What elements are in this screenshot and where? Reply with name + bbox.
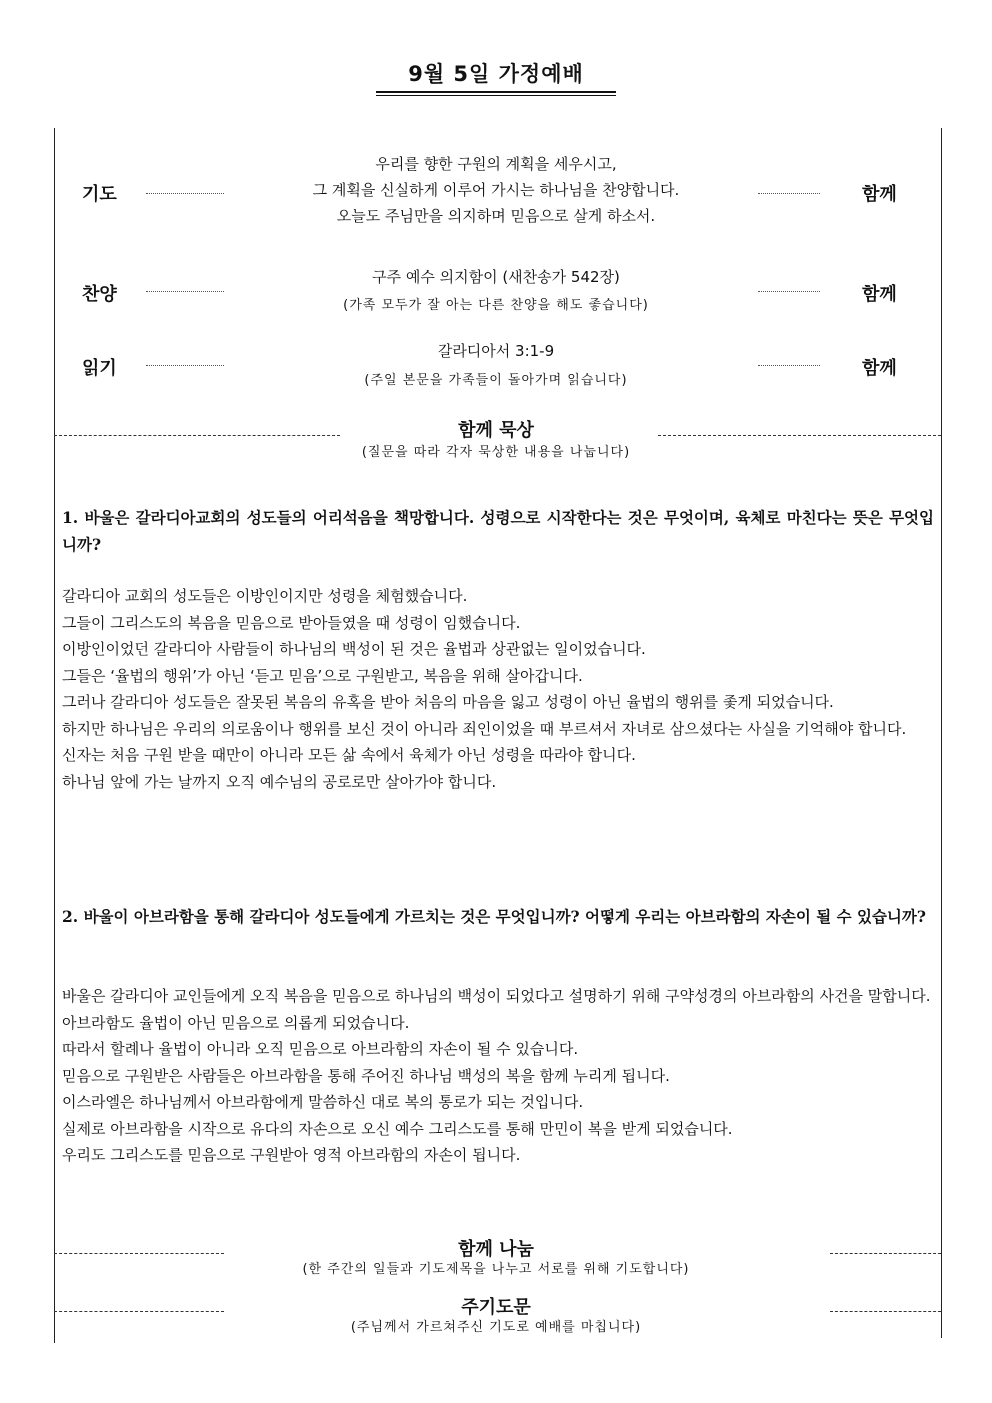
prayer-who: 함께	[862, 184, 897, 205]
lords-prayer-divider-right	[830, 1311, 941, 1312]
prayer-line: 오늘도 주님만을 의지하며 믿음으로 살게 하소서.	[336, 207, 656, 225]
prayer-line: 우리를 향한 구원의 계획을 세우시고,	[375, 155, 617, 173]
answer-2	[62, 983, 934, 1169]
prayer-text	[0, 151, 992, 229]
answer-line: 따라서 할례나 율법이 아니라 오직 믿음으로 아브라함의 자손이 될 수 있습니다.	[62, 1040, 579, 1058]
answer-line: 하지만 하나님은 우리의 의로움이나 행위를 보신 것이 아니라 죄인이었을 때 부르셔서 자녀로 삼으셨다는 사실을 기억해야 합니다.	[62, 719, 907, 738]
answer-line: 이스라엘은 하나님께서 아브라함에게 말씀하신 대로 복의 통로가 되는 것입니다.	[62, 1093, 584, 1111]
question-1: 1. 바울은 갈라디아교회의 성도들의 어리석음을 책망합니다. 성령으로 시작한다는 것은 무엇이며, 육체로 마친다는 뜻은 무엇입니까?	[62, 508, 934, 554]
prayer-dots-right	[758, 193, 820, 194]
sharing-note: (한 주간의 일들과 기도제목을 나누고 서로를 위해 기도합니다)	[302, 1262, 690, 1277]
praise-who: 함께	[862, 284, 897, 305]
answer-line: 그들이 그리스도의 복음을 믿음으로 받아들였을 때 성령이 임했습니다.	[62, 613, 521, 632]
reading-who: 함께	[862, 358, 897, 379]
title-underline	[376, 91, 616, 93]
sharing-divider-right	[830, 1253, 941, 1254]
prayer-line: 그 계획을 신실하게 이루어 가시는 하나님을 찬양합니다.	[312, 181, 680, 199]
praise-dots-right	[758, 291, 820, 292]
lords-prayer-note: (주님께서 가르쳐주신 기도로 예배를 마칩니다)	[350, 1320, 642, 1335]
meditation-heading: 함께 묵상	[458, 420, 534, 441]
answer-line: 그러나 갈라디아 성도들은 잘못된 복음의 유혹을 받아 처음의 마음을 잃고 성령이 아닌 율법의 행위를 좇게 되었습니다.	[62, 693, 834, 711]
answer-line: 아브라함도 율법이 아닌 믿음으로 의롭게 되었습니다.	[62, 1013, 410, 1032]
answer-line: 그들은 ‘율법의 행위’가 아닌 ‘듣고 믿음’으로 구원받고, 복음을 위해 살아갑니다.	[62, 666, 583, 685]
reading-dots-right	[758, 365, 820, 366]
praise-main: 구주 예수 의지함이 (새찬송가 542장)	[372, 268, 620, 286]
answer-line: 이방인이었던 갈라디아 사람들이 하나님의 백성이 된 것은 율법과 상관없는 일이었습니다.	[62, 640, 646, 658]
reading-note: (주일 본문을 가족들이 돌아가며 읽습니다)	[364, 373, 628, 388]
reading-dots-left	[146, 365, 224, 366]
praise-dots-left	[146, 291, 224, 292]
answer-line: 갈라디아 교회의 성도들은 이방인이지만 성령을 체험했습니다.	[62, 587, 468, 605]
prayer-label: 기도	[82, 184, 117, 205]
answer-line: 실제로 아브라함을 시작으로 유다의 자손으로 오신 예수 그리스도를 통해 만민이 복을 받게 되었습니다.	[62, 1119, 733, 1138]
answer-1	[62, 583, 934, 795]
question-2: 2. 바울이 아브라함을 통해 갈라디아 성도들에게 가르치는 것은 무엇입니까? 어떻게 우리는 아브라함의 자손이 될 수 있습니까?	[62, 907, 926, 926]
lords-prayer-heading: 주기도문	[461, 1297, 531, 1318]
meditation-note: (질문을 따라 각자 묵상한 내용을 나눕니다)	[361, 445, 631, 460]
answer-line: 믿음으로 구원받은 사람들은 아브라함을 통해 주어진 하나님 백성의 복을 함께 누리게 됩니다.	[62, 1066, 670, 1085]
praise-label: 찬양	[82, 284, 117, 305]
title-underline-thin	[376, 95, 616, 96]
answer-line: 신자는 처음 구원 받을 때만이 아니라 모든 삶 속에서 육체가 아닌 성령을 따라야 합니다.	[62, 746, 636, 764]
meditation-divider-right	[658, 435, 941, 436]
page-title: 9월 5일 가정예배	[408, 62, 584, 86]
answer-line: 바울은 갈라디아 교인들에게 오직 복음을 믿음으로 하나님의 백성이 되었다고 설명하기 위해 구약성경의 아브라함의 사건을 말합니다.	[62, 987, 931, 1005]
praise-note: (가족 모두가 잘 아는 다른 찬양을 해도 좋습니다)	[343, 298, 649, 313]
reading-label: 읽기	[82, 358, 117, 379]
reading-main: 갈라디아서 3:1-9	[437, 342, 555, 360]
answer-line: 하나님 앞에 가는 날까지 오직 예수님의 공로로만 살아가야 합니다.	[62, 772, 497, 791]
sharing-heading: 함께 나눔	[458, 1239, 534, 1260]
answer-line: 우리도 그리스도를 믿음으로 구원받아 영적 아브라함의 자손이 됩니다.	[62, 1146, 521, 1164]
